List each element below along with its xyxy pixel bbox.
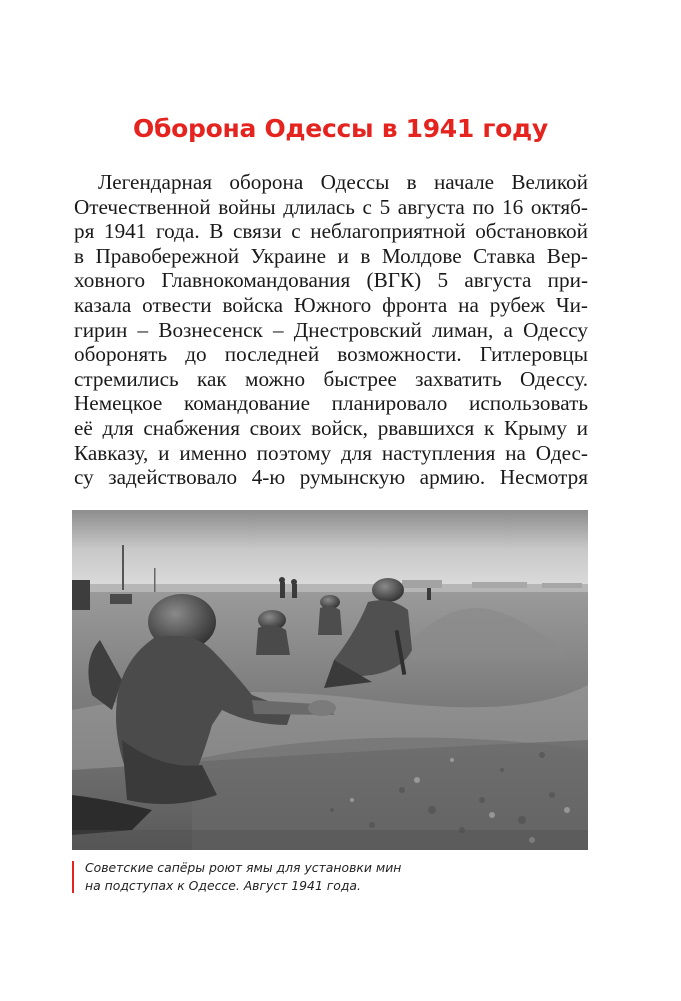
paragraph-line: в Правобережной Украине и в Молдове Ставка Вер- (74, 243, 588, 268)
caption-line: на подступах к Одессе. Август 1941 года. (85, 878, 361, 893)
paragraph-line: Отечественной войны длилась с 5 августа по 16 октяб- (74, 194, 588, 219)
paragraph-line: ря 1941 года. В связи с неблагоприятной обстановкой (74, 219, 588, 244)
paragraph-line: су задействовало 4-ю румынскую армию. Несмотря (74, 465, 588, 490)
paragraph-line: Немецкое командование планировало использовать (74, 391, 588, 416)
caption-accent-bar (72, 861, 74, 893)
paragraph-line: Кавказу, и именно поэтому для наступления на Одес- (74, 440, 588, 465)
paragraph-line: казала отвести войска Южного фронта на рубеж Чи- (74, 292, 588, 317)
caption-line: Советские сапёры роют ямы для установки мин (85, 860, 402, 875)
photo-caption (85, 859, 565, 895)
article-paragraph (74, 170, 588, 490)
historical-photo (72, 510, 588, 850)
page-title: Оборона Одессы в 1941 году (133, 114, 548, 143)
paragraph-line: Легендарная оборона Одессы в начале Великой (98, 170, 588, 194)
paragraph-line: её для снабжения своих войск, рвавшихся к Крыму и (74, 415, 588, 440)
paragraph-line: оборонять до последней возможности. Гитлеровцы (74, 342, 588, 367)
paragraph-line: стремились как можно быстрее захватить Одессу. (74, 366, 588, 391)
paragraph-line: гирин – Вознесенск – Днестровский лиман, а Одессу (74, 317, 588, 342)
paragraph-line: ховного Главнокомандования (ВГК) 5 августа при- (74, 268, 588, 293)
